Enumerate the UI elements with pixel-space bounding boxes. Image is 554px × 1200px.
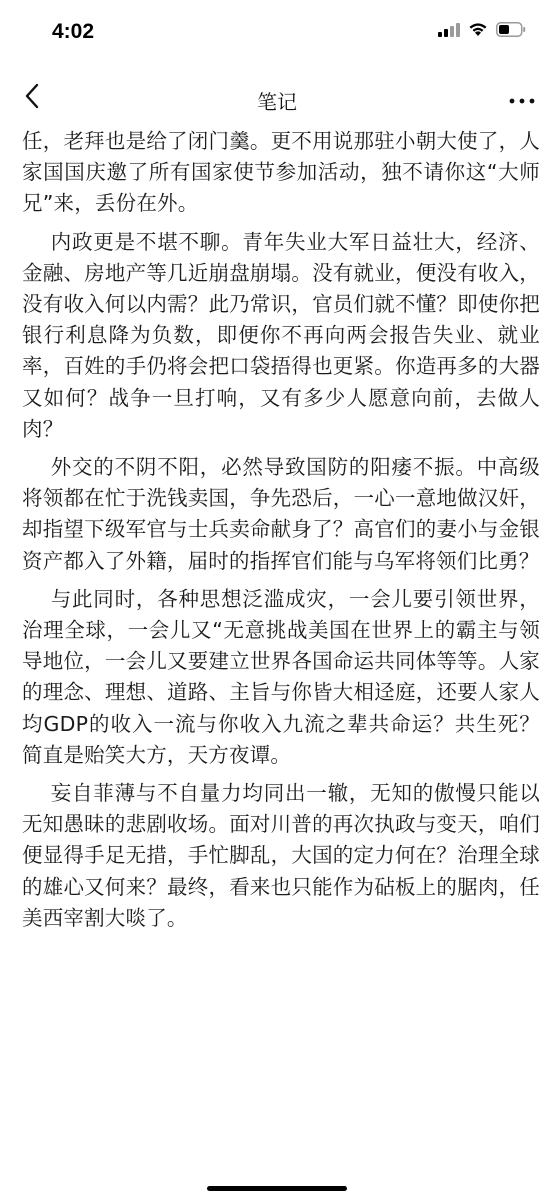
status-bar — [0, 0, 554, 70]
home-indicator[interactable] — [207, 1186, 347, 1191]
note-paragraph: 内政更是不堪不聊。青年失业大军日益壮大，经济、金融、房地产等几近崩盘崩塌。没有就业，便没有收入，没有收入何以内需？此乃常识，官员们就不懂？即使你把银行利息降为负数，即便你不再向两会报告失业、就业率，百姓的手仍将会把口袋捂得也更紧。你造再多的大器又如何？战争一旦打响，又有多少人愿意向前，去做人肉？ — [22, 229, 540, 441]
note-paragraph: 外交的不阴不阳，必然导致国防的阳痿不振。中高级将领都在忙于洗钱卖国，争先恐后，一心一意地做汉奸，却指望下级军官与士兵卖命献身了？高官们的妻小与金银资产都入了外籍，届时的指挥官们能与乌军将领们比勇？ — [22, 455, 540, 573]
status-time: 4:02 — [52, 20, 95, 43]
more-horizontal-icon — [509, 89, 535, 108]
note-content[interactable] — [22, 126, 540, 941]
battery-icon — [496, 22, 526, 41]
note-paragraph: 任，老拜也是给了闭门羹。更不用说那驻小朝大使了，人家国国庆邀了所有国家使节参加活动，独不请你这“大师兄”来，丢份在外。 — [22, 129, 540, 216]
more-button[interactable] — [504, 80, 540, 116]
note-paragraph: 与此同时，各种思想泛滥成灾，一会儿要引领世界，治理全球，一会儿又“无意挑战美国在世界上的霸主与领导地位，一会儿又要建立世界各国命运共同体等等。人家的理念、理想、道路、主旨与你皆大相迳庭，还要人家人均GDP的收入一流与你收入九流之辈共命运？共生死？简直是贻笑大方，天方夜谭。 — [22, 586, 540, 767]
cellular-signal-icon — [438, 22, 460, 41]
page-title: 笔记 — [257, 90, 297, 114]
wifi-icon — [468, 22, 488, 41]
status-icons — [438, 22, 526, 41]
note-paragraph: 妄自菲薄与不自量力均同出一辙，无知的傲慢只能以无知愚昧的悲剧收场。面对川普的再次执政与变天，咱们便显得手足无措，手忙脚乱，大国的定力何在？治理全球的雄心又何来？最终，看来也只能作为砧板上的腒肉，任美西宰割大啖了。 — [22, 781, 540, 930]
nav-bar — [0, 70, 554, 126]
